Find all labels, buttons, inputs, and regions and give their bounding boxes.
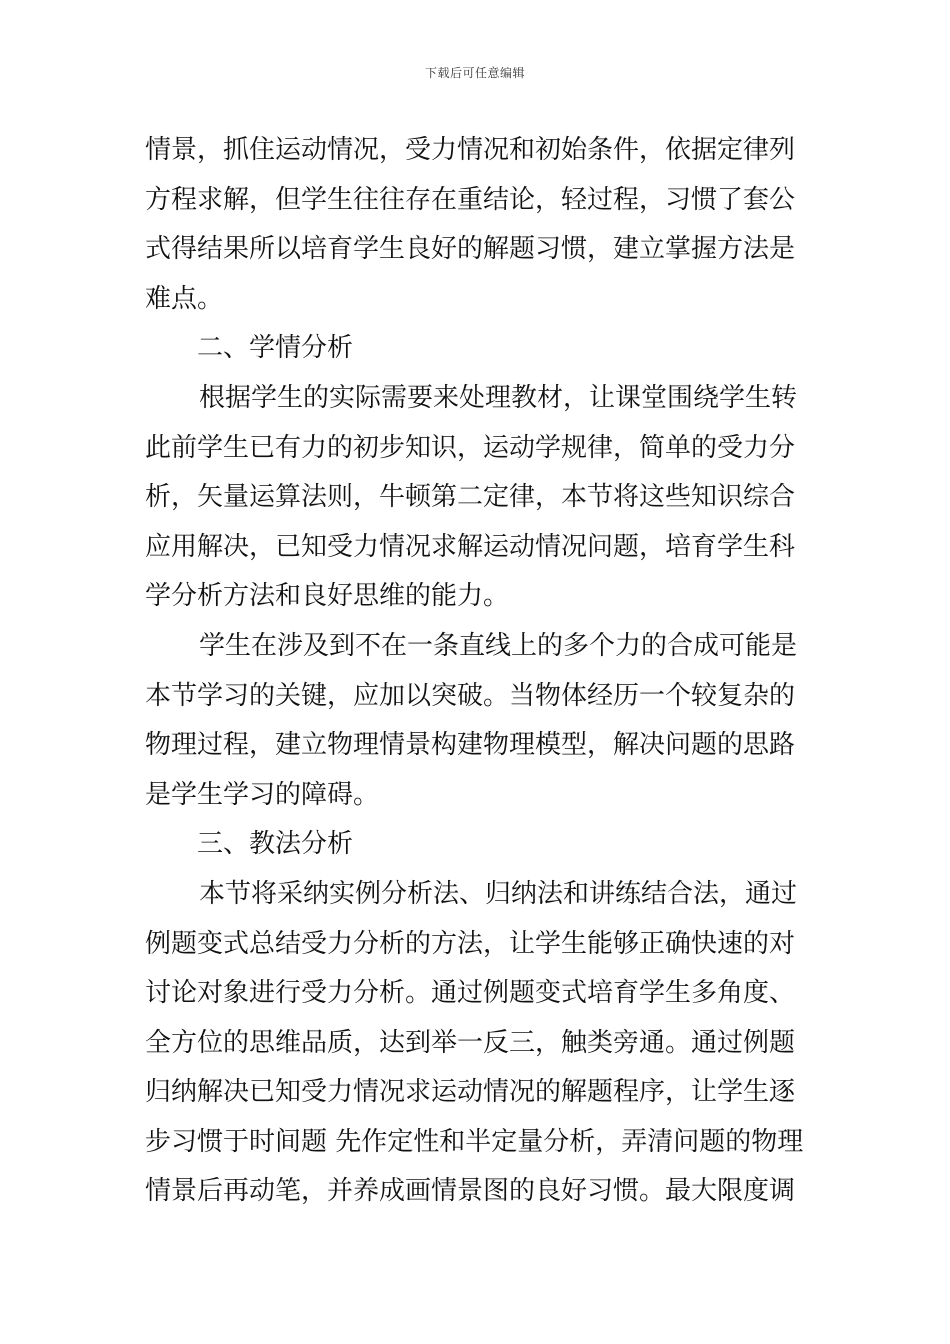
paragraph-first-line: 本节将采纳实例分析法、归纳法和讲练结合法，通过 [199, 878, 798, 909]
text-line: 例题变式总结受力分析的方法，让学生能够正确快速的对 [145, 928, 796, 959]
text-line: 讨论对象进行受力分析。通过例题变式培育学生多角度、 [145, 978, 796, 1009]
text-line: 方程求解，但学生往往存在重结论，轻过程，习惯了套公 [145, 184, 796, 215]
section-heading: 三、教法分析 [197, 829, 354, 860]
text-line: 本节学习的关键，应加以突破。当物体经历一个较复杂的 [145, 680, 796, 711]
text-line: 此前学生已有力的初步知识，运动学规律，简单的受力分 [145, 432, 796, 463]
text-line: 学分析方法和良好思维的能力。 [145, 581, 510, 612]
text-line: 式得结果所以培育学生良好的解题习惯，建立掌握方法是 [145, 234, 796, 265]
text-line: 析，矢量运算法则，牛顿第二定律，本节将这些知识综合 [145, 482, 796, 513]
text-line: 情景，抓住运动情况，受力情况和初始条件，依据定律列 [145, 135, 796, 165]
text-line: 是学生学习的障碍。 [145, 779, 380, 810]
paragraph-first-line: 学生在涉及到不在一条直线上的多个力的合成可能是 [199, 630, 798, 661]
paragraph-first-line: 根据学生的实际需要来处理教材，让课堂围绕学生转 [199, 382, 798, 413]
text-line: 物理过程，建立物理情景构建物理模型，解决问题的思路 [145, 730, 796, 761]
text-line: 难点。 [145, 283, 224, 314]
text-line: 情景后再动笔，并养成画情景图的良好习惯。最大限度调 [145, 1176, 796, 1207]
text-line: 归纳解决已知受力情况求运动情况的解题程序，让学生逐 [145, 1077, 796, 1108]
text-line: 全方位的思维品质，达到举一反三，触类旁通。通过例题 [145, 1027, 796, 1058]
text-line: 步习惯于时间题 先作定性和半定量分析，弄清问题的物理 [145, 1126, 804, 1157]
section-heading: 二、学情分析 [197, 333, 354, 364]
page-header: 下载后可任意编辑 [424, 66, 525, 80]
document-body [145, 126, 805, 1217]
text-line: 应用解决，已知受力情况求解运动情况问题，培育学生科 [145, 531, 796, 562]
